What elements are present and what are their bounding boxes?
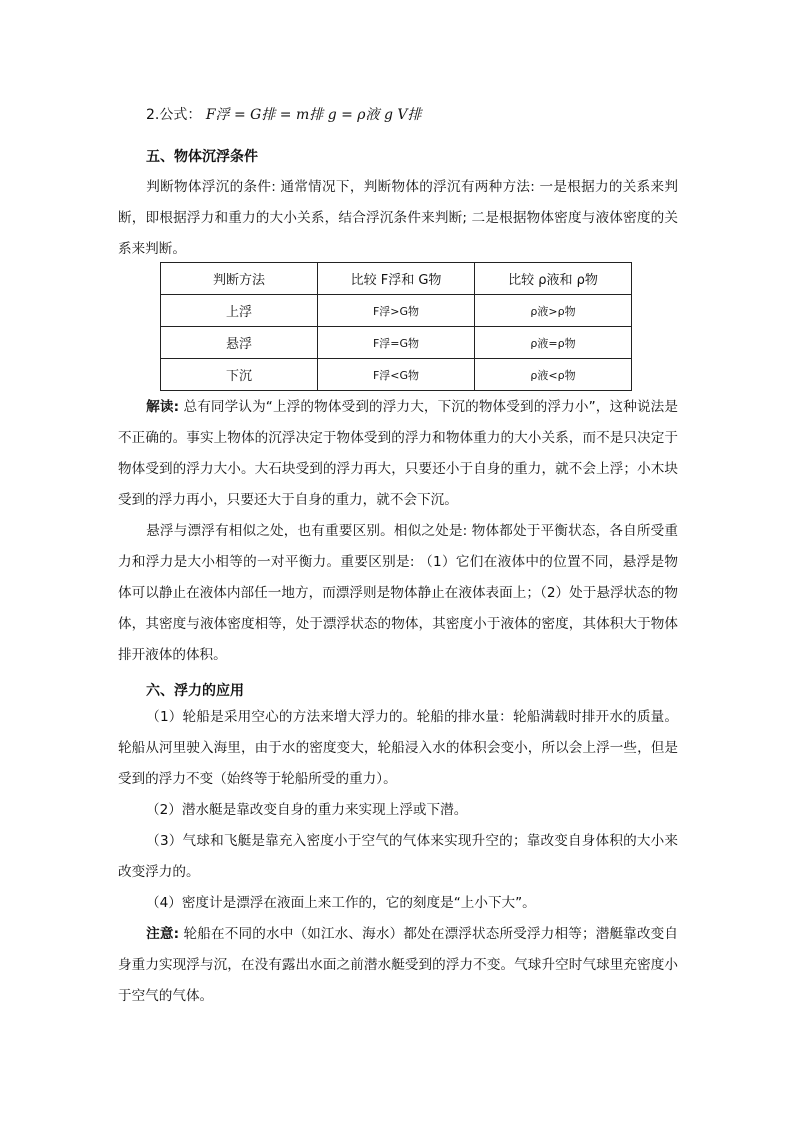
intro-text: 判断物体浮沉的条件: 通常情况下，判断物体的浮沉有两种方法: 一是根据力的关系来判断，即根据浮力和重力的大小关系，结合浮沉条件来判断; 二是根据物体密度与液体密度的关系来判断。 [118,179,678,257]
table-cell: ρ液>ρ物 [475,295,632,327]
table-cell: 悬浮 [161,327,318,359]
table-cell: 下沉 [161,359,318,391]
table-row [161,327,632,359]
comparison-table [160,262,632,391]
interpretation-text: 总有同学认为“上浮的物体受到的浮力大，下沉的物体受到的浮力小”，这种说法是不正确的。事实上物体的沉浮决定于物体受到的浮力和物体重力的大小关系，而不是只决定于物体受到的浮力大小。大石块受到的浮力再大，只要还小于自身的重力，就不会上浮；小木块受到的浮力再小，只要还大于自身的重力，就不会下沉。 [118,399,678,508]
suspend-vs-float-text: 悬浮与漂浮有相似之处，也有重要区别。相似之处是: 物体都处于平衡状态，各自所受重力和浮力是大小相等的一对平衡力。重要区别是: （1）它们在液体中的位置不同，悬浮是物体可以静止在液体内部任一地方，而漂浮则是物体静止在液体表面上；（2）处于悬浮状态的物体，其密度与液体密度相等，处于漂浮状态的物体，其密度小于液体的密度，其体积大于物体排开液体的体积。 [118,523,678,663]
section-heading-applications: 六、浮力的应用 [146,683,244,699]
note-paragraph [118,919,678,1012]
table-cell: F浮=G物 [318,327,475,359]
application-item-ship [118,702,678,795]
table-cell: F浮<G物 [318,359,475,391]
table-cell: ρ液=ρ物 [475,327,632,359]
application-submarine-text: （2）潜水艇是靠改变自身的重力来实现上浮或下潜。 [146,802,468,818]
note-label: 注意: [146,926,180,942]
application-item-submarine [118,795,678,826]
sink-float-intro [118,172,678,265]
table-header-cell: 判断方法 [161,263,318,295]
formula-prefix: 2.公式： [146,107,202,123]
application-item-hydrometer [118,888,678,919]
table-header-cell: 比较 F浮和 G物 [318,263,475,295]
formula-expression: F浮 = G排 = m排 g = ρ液 g V排 [205,107,422,123]
table-header-cell: 比较 ρ液和 ρ物 [475,263,632,295]
table-row [161,359,632,391]
application-ship-text: （1）轮船是采用空心的方法来增大浮力的。轮船的排水量：轮船满载时排开水的质量。轮船从河里驶入海里，由于水的密度变大，轮船浸入水的体积会变小，所以会上浮一些，但是受到的浮力不变（始终等于轮船所受的重力）。 [118,709,678,787]
table-cell: 上浮 [161,295,318,327]
table-row [161,295,632,327]
application-hydrometer-text: （4）密度计是漂浮在液面上来工作的，它的刻度是“上小下大”。 [146,895,536,911]
table-cell: F浮>G物 [318,295,475,327]
table-header-row [161,263,632,295]
application-balloon-text: （3）气球和飞艇是靠充入密度小于空气的气体来实现升空的；靠改变自身体积的大小来改变浮力的。 [118,833,678,880]
table-cell: ρ液<ρ物 [475,359,632,391]
buoyancy-formula [146,104,422,124]
suspend-vs-float-paragraph [118,516,678,671]
note-text: 轮船在不同的水中（如江水、海水）都处在漂浮状态所受浮力相等；潜艇靠改变自身重力实现浮与沉，在没有露出水面之前潜水艇受到的浮力不变。气球升空时气球里充密度小于空气的气体。 [118,926,678,1004]
interpretation-label: 解读: [146,399,180,415]
application-item-balloon [118,826,678,888]
section-heading-sink-float: 五、物体沉浮条件 [146,149,258,165]
interpretation-paragraph [118,392,678,516]
